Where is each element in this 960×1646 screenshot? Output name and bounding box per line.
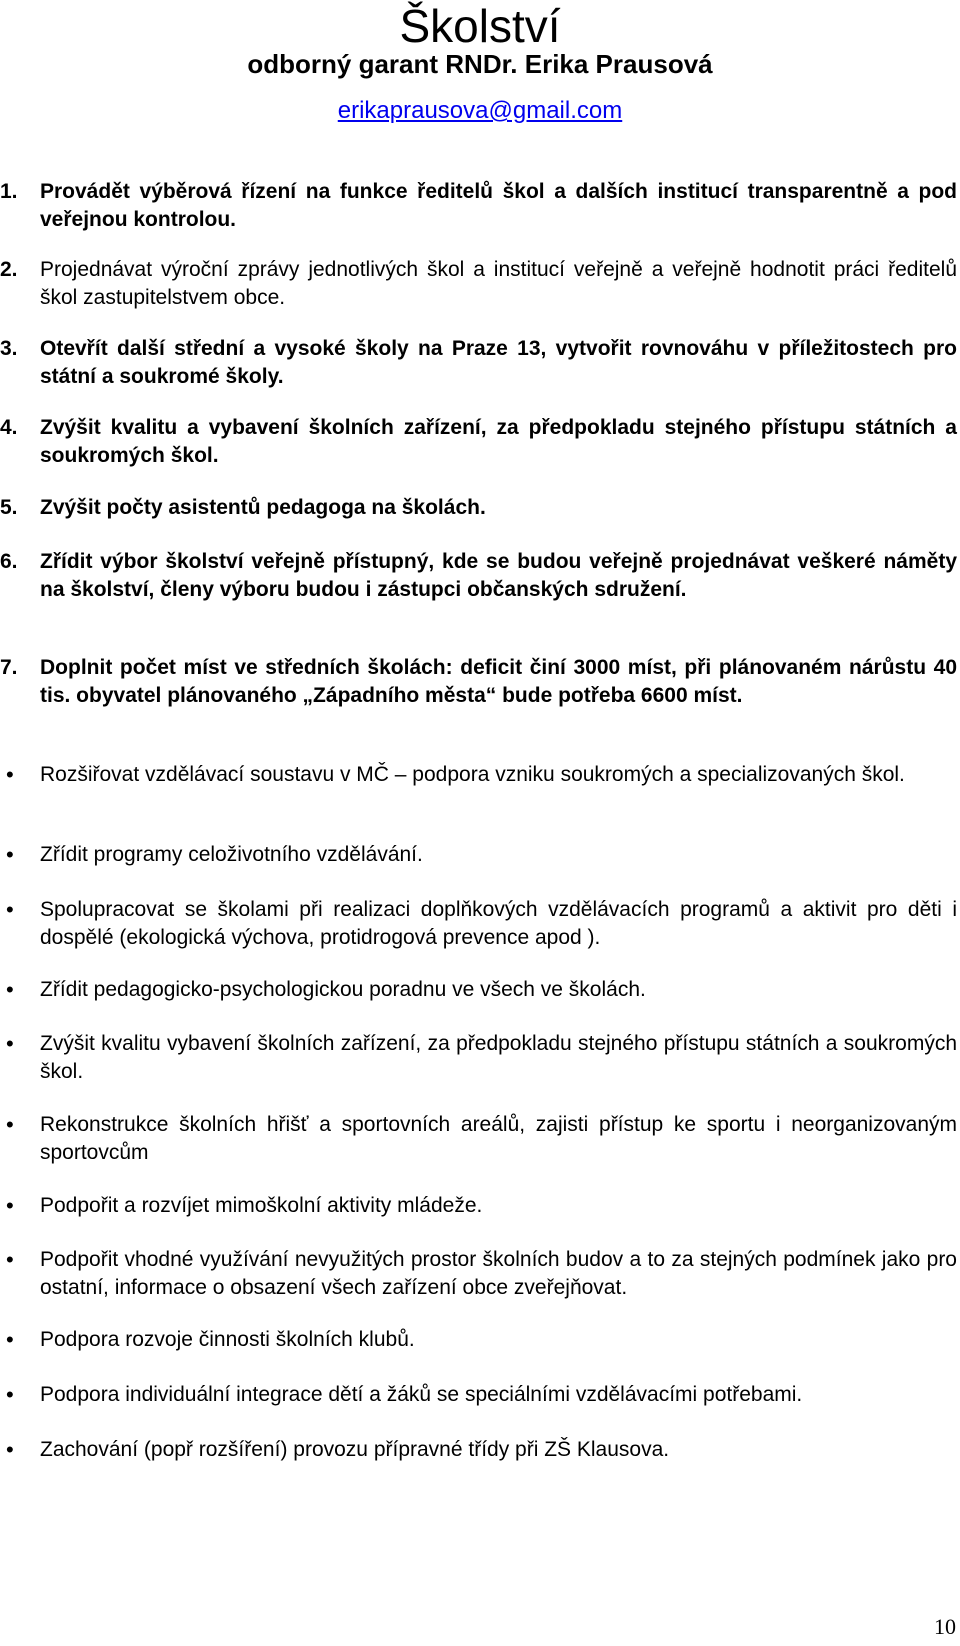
bullet-text: Rozšiřovat vzdělávací soustavu v MČ – podpora vzniku soukromých a specializovaných škol. [40,763,905,786]
bullet-item-3 [6,896,957,952]
email-link[interactable]: erikaprausova@gmail.com [337,97,623,124]
numbered-item-6 [0,548,957,604]
bullet-text: Spolupracovat se školami při realizaci doplňkových vzdělávacích programů a aktivit pro děti i dospělé (ekologická výchova, protidrogová prevence apod ). [40,898,957,949]
page-title: Školství [399,0,561,52]
bullet-item-10 [6,1381,957,1409]
item-text: Zvýšit počty asistentů pedagoga na školách. [40,496,486,519]
bullet-text: Zachování (popř rozšíření) provozu přípravné třídy při ZŠ Klausova. [40,1438,670,1461]
item-text: Otevřít další střední a vysoké školy na Praze 13, vytvořit rovnováhu v příležitostech pro státní a soukromé školy. [40,337,957,388]
page-number: 10 [934,1614,956,1639]
bullet-item-5 [6,1030,957,1086]
bullet-text: Zřídit programy celoživotního vzdělávání. [40,843,423,866]
bullet-icon: • [6,1112,14,1137]
item-number: 3. [0,337,18,360]
numbered-item-2 [0,256,957,312]
item-text: Doplnit počet míst ve středních školách: deficit činí 3000 míst, při plánovaném nárůstu 40 tis. obyvatel plánovaného „Západního města“ bude potřeba 6600 míst. [40,656,957,707]
item-number: 2. [0,258,18,281]
numbered-item-4 [0,414,957,470]
item-text: Projednávat výroční zprávy jednotlivých škol a institucí veřejně a veřejně hodnotit práci ředitelů škol zastupitelstvem obce. [40,258,957,309]
bullet-item-8 [6,1246,957,1302]
bullet-item-1 [6,761,957,789]
bullet-icon: • [6,977,14,1002]
bullet-text: Podpořit a rozvíjet mimoškolní aktivity mládeže. [40,1194,483,1217]
numbered-item-7 [0,654,957,710]
bullet-item-2 [6,841,957,869]
item-text: Zvýšit kvalitu a vybavení školních zařízení, za předpokladu stejného přístupu státních a soukromých škol. [40,416,957,467]
item-number: 5. [0,496,18,519]
bullet-item-6 [6,1111,957,1167]
bullet-icon: • [6,1437,14,1462]
bullet-icon: • [6,1031,14,1056]
bullet-icon: • [6,1247,14,1272]
item-number: 4. [0,416,18,439]
email-line [0,96,960,126]
bullet-text: Podpora individuální integrace dětí a žáků se speciálními vzdělávacími potřebami. [40,1383,803,1406]
bullet-item-9 [6,1326,957,1354]
bullet-icon: • [6,762,14,787]
bullet-text: Zřídit pedagogicko-psychologickou poradnu ve všech ve školách. [40,978,646,1001]
bullet-text: Podpořit vhodné využívání nevyužitých prostor školních budov a to za stejných podmínek jako pro ostatní, informace o obsazení všech zařízení obce zveřejňovat. [40,1248,957,1299]
bullet-text: Podpora rozvoje činnosti školních klubů. [40,1328,415,1351]
bullet-text: Rekonstrukce školních hřišť a sportovních areálů, zajisti přístup ke sportu i neorganizovaným sportovcům [40,1113,957,1164]
item-text: Zřídit výbor školství veřejně přístupný, kde se budou veřejně projednávat veškeré náměty na školství, členy výboru budou i zástupci občanských sdružení. [40,550,957,601]
numbered-item-3 [0,335,957,391]
bullet-item-11 [6,1436,957,1464]
bullet-icon: • [6,1327,14,1352]
item-number: 1. [0,180,18,203]
item-number: 6. [0,550,18,573]
bullet-item-7 [6,1192,957,1220]
item-number: 7. [0,656,18,679]
item-text: Provádět výběrová řízení na funkce ředitelů škol a dalších institucí transparentně a pod veřejnou kontrolou. [40,180,957,231]
bullet-icon: • [6,897,14,922]
numbered-item-1 [0,178,957,234]
bullet-icon: • [6,1382,14,1407]
bullet-item-4 [6,976,957,1004]
bullet-icon: • [6,1193,14,1218]
page-subtitle: odborný garant RNDr. Erika Prausová [247,49,713,79]
bullet-text: Zvýšit kvalitu vybavení školních zařízení, za předpokladu stejného přístupu státních a soukromých škol. [40,1032,957,1083]
bullet-icon: • [6,842,14,867]
numbered-item-5 [0,494,957,522]
